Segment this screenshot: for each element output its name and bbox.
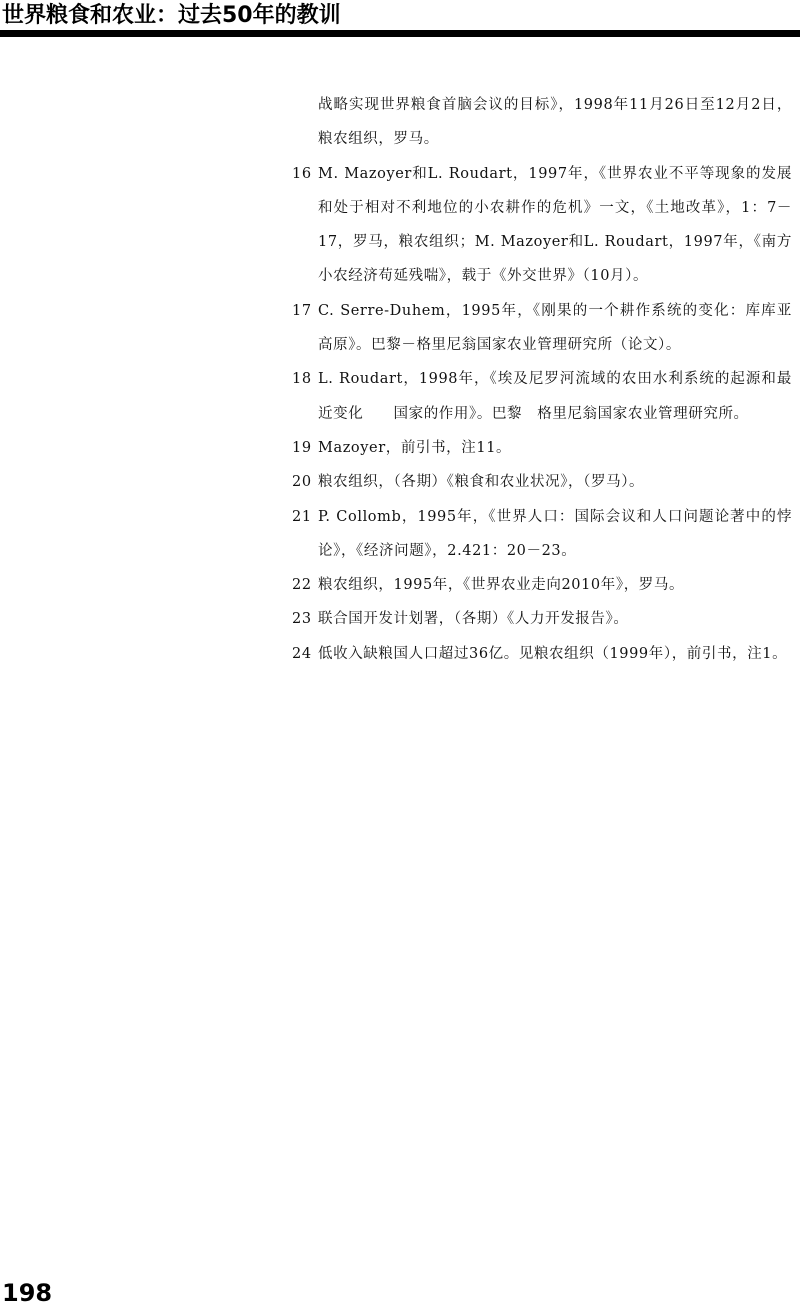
endnote-20: [292, 465, 792, 499]
book-title: 世界粮食和农业：过去50年的教训: [2, 3, 341, 28]
running-header: [0, 0, 800, 38]
endnote-text: P. Collomb，1995年，《世界人口：国际会议和人口问题论著中的悖论》，《经济问题》，2.421：20－23。: [318, 508, 792, 559]
endnote-number: 19: [292, 439, 312, 456]
endnote-text: Mazoyer，前引书，注11。: [318, 439, 512, 456]
endnotes-list: [292, 88, 792, 671]
endnote-number: 24: [292, 645, 312, 662]
endnote-text: 战略实现世界粮食首脑会议的目标》，1998年11月26日至12月2日，粮农组织，罗马。: [318, 97, 792, 148]
endnote-number: 23: [292, 611, 312, 628]
endnote-16: [292, 157, 792, 294]
endnote-23: [292, 602, 792, 636]
endnote-continued: [292, 88, 792, 157]
endnote-text: 粮农组织，1995年，《世界农业走向2010年》，罗马。: [318, 577, 685, 594]
endnote-number: 18: [292, 371, 312, 388]
endnote-21: [292, 500, 792, 569]
page-number: 198: [2, 1279, 53, 1307]
endnote-text: 粮农组织，（各期）《粮食和农业状况》，（罗马）。: [318, 474, 645, 491]
endnote-24: [292, 637, 792, 671]
endnote-number: 16: [292, 165, 312, 182]
endnote-22: [292, 568, 792, 602]
endnote-text: 低收入缺粮国人口超过36亿。见粮农组织（1999年），前引书，注1。: [318, 645, 788, 662]
header-rule: [0, 30, 800, 37]
endnote-18: [292, 362, 792, 431]
endnote-text: L. Roudart，1998年，《埃及尼罗河流域的农田水利系统的起源和最近变化 国家的作用》。巴黎 格里尼翁国家农业管理研究所。: [318, 371, 792, 422]
endnote-number: [292, 88, 318, 157]
endnote-text: 联合国开发计划署，（各期）《人力开发报告》。: [318, 611, 629, 628]
endnote-19: [292, 431, 792, 465]
endnote-text: M. Mazoyer和L. Roudart，1997年，《世界农业不平等现象的发展和处于相对不利地位的小农耕作的危机》一文，《土地改革》，1：7－17，罗马，粮农组织；M. Mazoyer和L. Roudart，1997年，《南方小农经济苟延残喘》，载于《外交世界》（10月）。: [318, 165, 792, 285]
endnote-number: 21: [292, 508, 312, 525]
endnote-text: C. Serre-Duhem，1995年，《刚果的一个耕作系统的变化：库库亚高原》。巴黎－格里尼翁国家农业管理研究所（论文）。: [318, 302, 792, 354]
endnote-17: [292, 294, 792, 363]
endnote-number: 20: [292, 474, 312, 491]
endnote-number: 22: [292, 577, 312, 594]
endnote-number: 17: [292, 302, 312, 319]
